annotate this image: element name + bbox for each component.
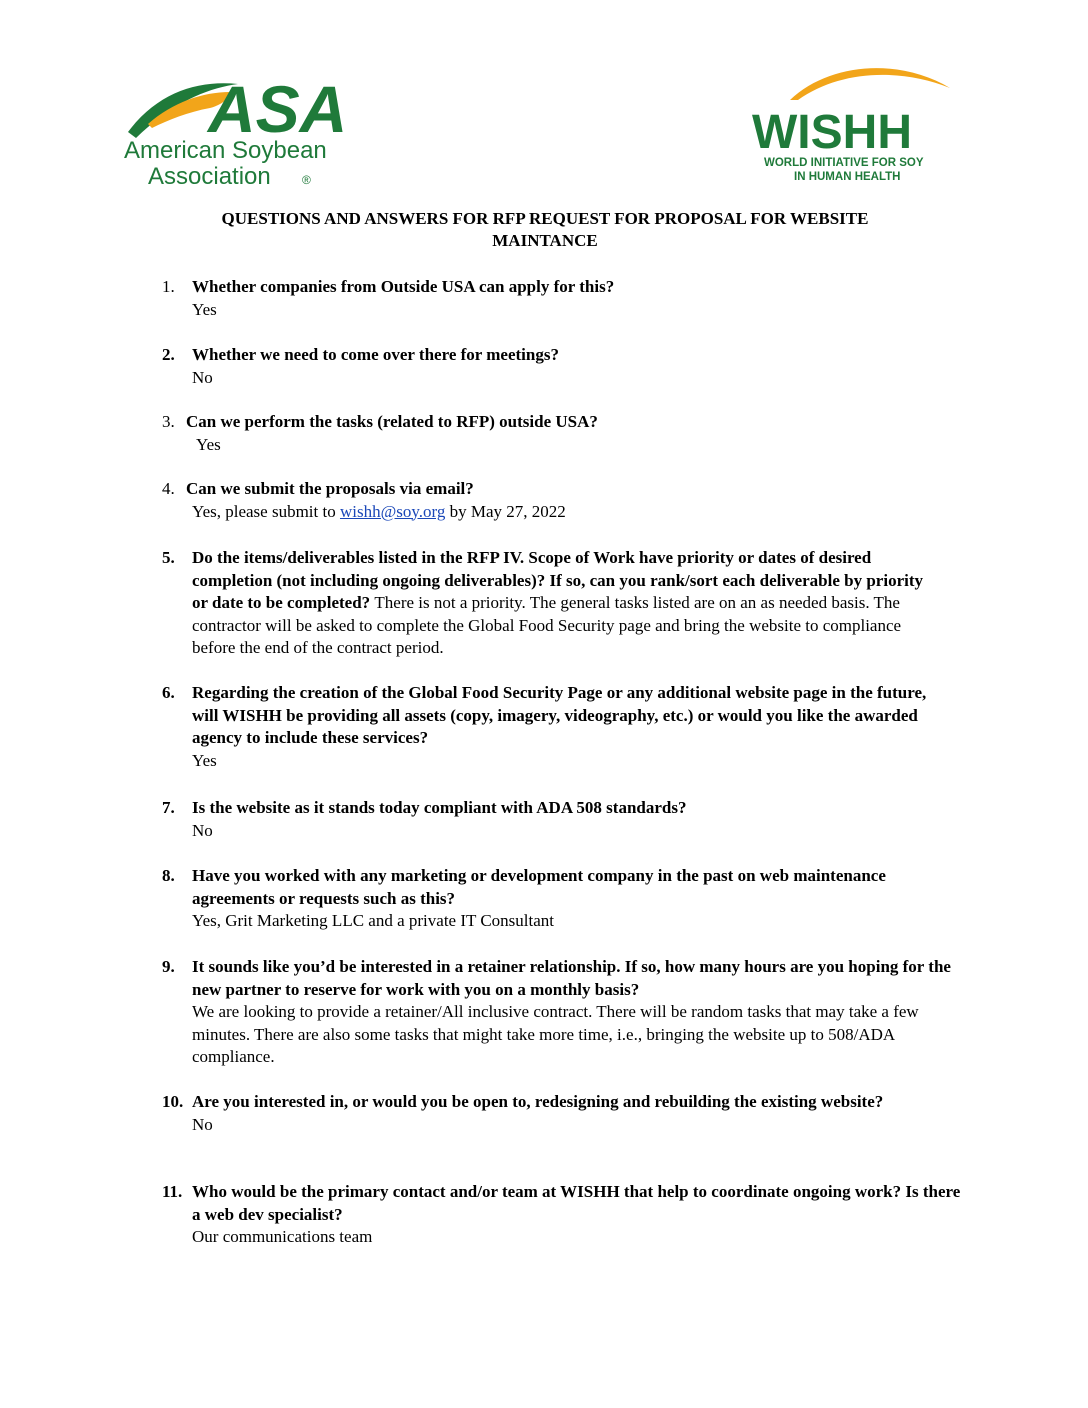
qa-item-3 xyxy=(162,411,962,456)
qa-number: 2. xyxy=(162,345,175,364)
asa-mark: ASA xyxy=(208,72,348,146)
qa-number: 10. xyxy=(162,1092,184,1111)
wishh-tagline-line2: IN HUMAN HEALTH xyxy=(794,171,901,183)
qa-question-block xyxy=(192,547,942,660)
title-line-2: MAINTANCE xyxy=(492,231,598,250)
qa-item-4 xyxy=(162,478,962,523)
asa-logo xyxy=(118,62,358,194)
document-title xyxy=(140,208,950,252)
qa-answer: Yes xyxy=(192,299,217,319)
qa-number: 1. xyxy=(162,277,175,296)
qa-item-5 xyxy=(162,547,942,660)
qa-number: 8. xyxy=(162,866,175,885)
qa-question: Do the items/deliverables listed in the RFP IV. Scope of Work have priority or dates of desired completion (not including ongoing deliverables)? If so, can you rank/sort each deliverable by priority or date to be completed? xyxy=(192,548,924,612)
qa-number: 6. xyxy=(162,683,175,702)
qa-answer: Our communications team xyxy=(192,1227,373,1246)
qa-answer-prefix: Yes, please submit to xyxy=(192,501,336,521)
qa-question: Who would be the primary contact and/or team at WISHH that help to coordinate ongoing work? Is there a web dev specialist? xyxy=(192,1182,961,1224)
qa-number: 7. xyxy=(162,798,175,817)
qa-answer: Yes xyxy=(192,750,217,770)
asa-name-line2: Association xyxy=(148,163,271,190)
qa-answer: Yes xyxy=(196,434,221,454)
qa-number: 4. xyxy=(162,479,175,498)
qa-item-10 xyxy=(162,1091,932,1136)
qa-question: Are you interested in, or would you be open to, redesigning and rebuilding the existing website? xyxy=(192,1092,884,1111)
qa-question: Whether we need to come over there for meetings? xyxy=(192,345,559,364)
qa-number: 5. xyxy=(162,548,175,567)
qa-question: Is the website as it stands today compliant with ADA 508 standards? xyxy=(192,798,687,817)
email-link[interactable]: wishh@soy.org xyxy=(339,501,446,521)
qa-answer xyxy=(192,501,962,524)
qa-answer: No xyxy=(192,820,213,840)
qa-item-9 xyxy=(162,956,952,1069)
title-line-1: QUESTIONS AND ANSWERS FOR RFP REQUEST FOR PROPOSAL FOR WEBSITE xyxy=(221,209,869,228)
qa-item-11 xyxy=(162,1181,962,1249)
qa-number: 3. xyxy=(162,412,175,431)
qa-question: Have you worked with any marketing or development company in the past on web maintenance agreements or requests such as this? xyxy=(192,866,886,908)
asa-name-line1: American Soybean xyxy=(124,137,327,164)
qa-answer: No xyxy=(192,1114,213,1134)
qa-answer-suffix: by May 27, 2022 xyxy=(449,501,566,521)
qa-question: Regarding the creation of the Global Food Security Page or any additional website page in the future, will WISHH be providing all assets (copy, imagery, videography, etc.) or would you like the awarded agency to include these services? xyxy=(192,683,927,747)
qa-question: Can we submit the proposals via email? xyxy=(186,479,474,498)
wishh-logo xyxy=(750,60,960,190)
qa-item-6 xyxy=(162,682,952,772)
qa-number: 11. xyxy=(162,1182,183,1201)
qa-number: 9. xyxy=(162,957,175,976)
wishh-mark: WISHH xyxy=(752,106,912,159)
asa-registered: ® xyxy=(302,173,311,187)
wishh-arc-icon xyxy=(790,68,950,100)
qa-item-2 xyxy=(162,344,962,389)
qa-answer: No xyxy=(192,367,213,387)
qa-item-7 xyxy=(162,797,962,842)
qa-answer: We are looking to provide a retainer/All inclusive contract. There will be random tasks that may take a few minutes. There are also some tasks that might take more time, i.e., bringing the website up to 508/ADA compliance. xyxy=(192,1002,919,1066)
qa-item-8 xyxy=(162,865,902,933)
qa-answer: There is not a priority. The general tasks listed are on an as needed basis. The contractor will be asked to complete the Global Food Security page and bring the website to compliance before the end of the contract period. xyxy=(192,593,902,657)
wishh-tagline-line1: WORLD INITIATIVE FOR SOY xyxy=(764,157,924,169)
qa-answer: Yes, Grit Marketing LLC and a private IT Consultant xyxy=(192,911,554,930)
qa-question: Whether companies from Outside USA can apply for this? xyxy=(192,277,615,296)
qa-question: Can we perform the tasks (related to RFP) outside USA? xyxy=(186,412,598,431)
qa-question: It sounds like you’d be interested in a retainer relationship. If so, how many hours are you hoping for the new partner to reserve for work with you on a monthly basis? xyxy=(192,957,951,999)
qa-item-1 xyxy=(162,276,962,321)
